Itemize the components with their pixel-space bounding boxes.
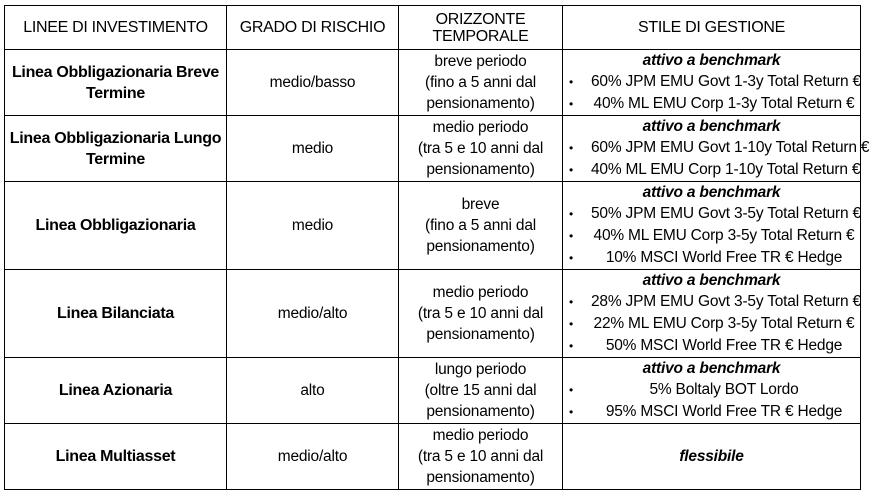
risk-level: medio xyxy=(227,182,399,270)
horizon-line: (fino a 5 anni dal xyxy=(424,74,536,91)
style-title: flessibile xyxy=(679,447,744,465)
horizon-line: pensionamento) xyxy=(426,95,535,112)
header-lines: LINEE DI INVESTIMENTO xyxy=(5,6,227,50)
benchmark-list xyxy=(566,379,857,423)
style-title: attivo a benchmark xyxy=(642,272,781,289)
horizon-line: (tra 5 e 10 anni dal xyxy=(417,448,544,465)
line-name: Linea Multiasset xyxy=(55,448,176,465)
header-row xyxy=(5,6,861,50)
horizon-line: (tra 5 e 10 anni dal xyxy=(417,305,544,322)
horizon-line: (oltre 15 anni dal xyxy=(424,382,537,399)
horizon-cell xyxy=(399,358,563,424)
horizon-line: pensionamento) xyxy=(426,326,535,343)
style-cell xyxy=(563,358,861,424)
horizon-line: (fino a 5 anni dal xyxy=(424,217,536,234)
line-name-cont: Termine xyxy=(86,150,145,168)
horizon-cell xyxy=(399,182,563,270)
benchmark-list xyxy=(566,137,870,181)
header-horizon-line1: ORIZZONTE xyxy=(435,10,526,28)
horizon-cell xyxy=(399,424,563,490)
table-row xyxy=(5,182,861,270)
line-name-cell xyxy=(5,182,227,270)
benchmark-item: • 40% ML EMU Corp 1-10y Total Return € xyxy=(566,159,857,181)
table-row xyxy=(5,270,861,358)
benchmark-item: • 60% JPM EMU Govt 1-3y Total Return € xyxy=(566,71,857,93)
line-name: Linea Obbligazionaria xyxy=(35,217,196,234)
table-row xyxy=(5,358,861,424)
line-name: Linea Obbligazionaria Lungo xyxy=(9,129,222,147)
risk-level: medio/alto xyxy=(227,424,399,490)
line-name-cell xyxy=(5,116,227,182)
style-cell xyxy=(563,116,870,182)
benchmark-item: • 95% MSCI World Free TR € Hedge xyxy=(566,401,857,423)
horizon-line: medio periodo xyxy=(432,427,529,444)
risk-level: medio xyxy=(227,116,399,182)
benchmark-item: • 60% JPM EMU Govt 1-10y Total Return € xyxy=(566,137,857,159)
horizon-line: pensionamento) xyxy=(426,403,535,420)
horizon-line: pensionamento) xyxy=(426,161,535,178)
line-name-cont: Termine xyxy=(86,84,145,102)
horizon-line: breve xyxy=(461,196,500,213)
header-horizon-line2: TEMPORALE xyxy=(432,27,529,45)
horizon-cell xyxy=(399,50,563,116)
horizon-line: pensionamento) xyxy=(426,238,535,255)
style-cell xyxy=(563,270,861,358)
risk-level: medio/alto xyxy=(227,270,399,358)
horizon-line: pensionamento) xyxy=(426,469,535,486)
style-cell xyxy=(563,182,861,270)
investment-lines-table xyxy=(4,5,870,490)
style-title: attivo a benchmark xyxy=(642,118,781,135)
horizon-line: lungo periodo xyxy=(434,361,527,378)
style-title: attivo a benchmark xyxy=(642,360,781,377)
header-style: STILE DI GESTIONE xyxy=(563,6,861,50)
line-name: Linea Azionaria xyxy=(58,382,173,399)
table-row xyxy=(5,50,861,116)
line-name-cell xyxy=(5,358,227,424)
benchmark-item: • 28% JPM EMU Govt 3-5y Total Return € xyxy=(566,291,857,313)
line-name-cell xyxy=(5,424,227,490)
horizon-line: medio periodo xyxy=(432,119,529,136)
benchmark-item: • 40% ML EMU Corp 1-3y Total Return € xyxy=(566,93,857,115)
risk-level: medio/basso xyxy=(227,50,399,116)
line-name-cell xyxy=(5,270,227,358)
header-risk: GRADO DI RISCHIO xyxy=(227,6,399,50)
risk-level: alto xyxy=(227,358,399,424)
style-cell xyxy=(563,50,861,116)
style-cell xyxy=(563,424,861,490)
horizon-line: (tra 5 e 10 anni dal xyxy=(417,140,544,157)
benchmark-item: • 50% JPM EMU Govt 3-5y Total Return € xyxy=(566,203,857,225)
table-row xyxy=(5,424,861,490)
horizon-line: medio periodo xyxy=(432,284,529,301)
benchmark-item: • 22% ML EMU Corp 3-5y Total Return € xyxy=(566,313,857,335)
benchmark-item: • 50% MSCI World Free TR € Hedge xyxy=(566,335,857,357)
table-row xyxy=(5,116,861,182)
benchmark-list xyxy=(566,203,861,269)
line-name: Linea Bilanciata xyxy=(56,305,175,322)
style-title: attivo a benchmark xyxy=(642,184,781,201)
header-horizon xyxy=(399,6,563,50)
line-name-cell xyxy=(5,50,227,116)
horizon-line: breve periodo xyxy=(434,53,527,70)
benchmark-list xyxy=(566,71,861,115)
benchmark-item: • 40% ML EMU Corp 3-5y Total Return € xyxy=(566,225,857,247)
benchmark-list xyxy=(566,291,861,357)
line-name: Linea Obbligazionaria Breve xyxy=(11,63,220,81)
horizon-cell xyxy=(399,116,563,182)
style-title: attivo a benchmark xyxy=(642,52,781,69)
benchmark-item: • 10% MSCI World Free TR € Hedge xyxy=(566,247,857,269)
benchmark-item: • 5% Boltaly BOT Lordo xyxy=(566,379,857,401)
horizon-cell xyxy=(399,270,563,358)
